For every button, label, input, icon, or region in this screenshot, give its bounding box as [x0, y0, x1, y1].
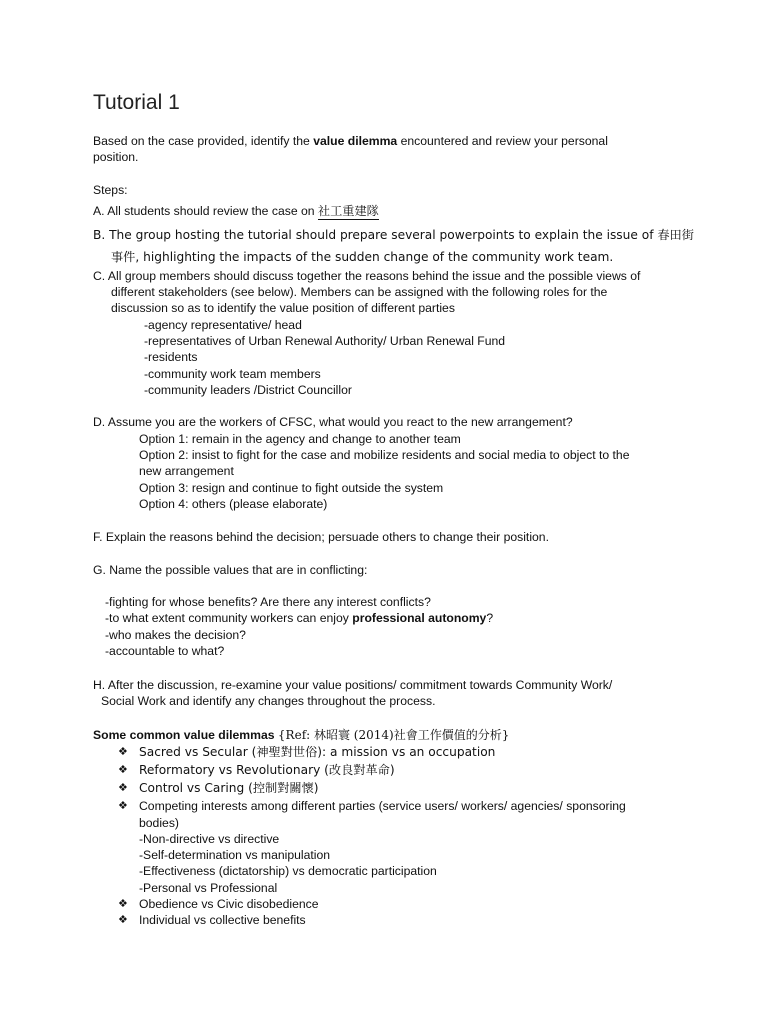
diamond-bullet-icon: ❖ — [118, 913, 128, 926]
value-dilemma-bold: value dilemma — [313, 134, 398, 148]
step-c-line-1: C. All group members should discuss together the reasons behind the issue and the possible views of — [93, 269, 641, 283]
option-1: Option 1: remain in the agency and change to another team — [139, 432, 461, 446]
step-b-line-2: 事件, highlighting the impacts of the sudden change of the community work team. — [111, 250, 614, 264]
sub-dilemma: -Personal vs Professional — [139, 881, 278, 895]
sub-dilemma: -Non-directive vs directive — [139, 832, 280, 846]
diamond-bullet-icon: ❖ — [118, 897, 128, 910]
diamond-bullet-icon: ❖ — [118, 781, 128, 794]
conflict-item: -who makes the decision? — [105, 628, 246, 642]
step-b-line-1: B. The group hosting the tutorial should prepare several powerpoints to explain the issue of 春田街 — [93, 228, 694, 242]
conflict-item: -fighting for whose benefits? Are there any interest conflicts? — [105, 595, 431, 609]
professional-autonomy-bold: professional autonomy — [352, 611, 487, 625]
option-4: Option 4: others (please elaborate) — [139, 497, 328, 511]
role-item: -representatives of Urban Renewal Authority/ Urban Renewal Fund — [144, 334, 506, 348]
step-h-line-1: H. After the discussion, re-examine your value positions/ commitment towards Community Work/ — [93, 678, 613, 692]
role-item: -community leaders /District Councillor — [144, 383, 352, 397]
role-item: -residents — [144, 350, 198, 364]
dilemma-item: Obedience vs Civic disobedience — [139, 897, 319, 911]
page-title: Tutorial 1 — [93, 91, 180, 114]
step-d: D. Assume you are the workers of CFSC, what would you react to the new arrangement? — [93, 415, 573, 429]
step-g: G. Name the possible values that are in conflicting: — [93, 563, 368, 577]
dilemma-item: Individual vs collective benefits — [139, 913, 306, 927]
role-item: -agency representative/ head — [144, 318, 302, 332]
conflict-item: -to what extent community workers can enjoy professional autonomy? — [105, 611, 494, 625]
sub-dilemma: -Self-determination vs manipulation — [139, 848, 331, 862]
option-2-line-1: Option 2: insist to fight for the case and mobilize residents and social media to object to the — [139, 448, 630, 462]
dilemma-item: Competing interests among different parties (service users/ workers/ agencies/ sponsoring — [139, 799, 626, 813]
case-link[interactable]: 社工重建隊 — [317, 204, 379, 218]
step-c-line-3: discussion so as to identify the value position of different parties — [111, 301, 455, 315]
diamond-bullet-icon: ❖ — [118, 745, 128, 758]
option-3: Option 3: resign and continue to fight outside the system — [139, 481, 444, 495]
dilemma-item: Control vs Caring (控制對關懷) — [139, 781, 319, 795]
sub-dilemma: -Effectiveness (dictatorship) vs democratic participation — [139, 864, 437, 878]
option-2-line-2: new arrangement — [139, 464, 234, 478]
diamond-bullet-icon: ❖ — [118, 763, 128, 776]
intro-line-2: position. — [93, 150, 139, 164]
reference-citation: {Ref: 林昭寰 (2014)社會工作價值的分析} — [277, 728, 510, 742]
dilemma-item: Reformatory vs Revolutionary (改良對革命) — [139, 763, 395, 777]
dilemmas-heading: Some common value dilemmas {Ref: 林昭寰 (2014)社會工作價值的分析} — [93, 728, 510, 742]
step-c-line-2: different stakeholders (see below). Members can be assigned with the following roles for the — [111, 285, 608, 299]
intro-line-1: Based on the case provided, identify the value dilemma encountered and review your personal — [93, 134, 608, 148]
role-item: -community work team members — [144, 367, 321, 381]
steps-heading: Steps: — [93, 183, 128, 197]
step-f: F. Explain the reasons behind the decision; persuade others to change their position. — [93, 530, 549, 544]
diamond-bullet-icon: ❖ — [118, 799, 128, 812]
dilemma-item-continued: bodies) — [139, 816, 179, 830]
step-h-line-2: Social Work and identify any changes throughout the process. — [101, 694, 436, 708]
conflict-item: -accountable to what? — [105, 644, 225, 658]
step-a: A. All students should review the case on 社工重建隊 — [93, 204, 379, 218]
dilemma-item: Sacred vs Secular (神聖對世俗): a mission vs an occupation — [139, 745, 496, 759]
